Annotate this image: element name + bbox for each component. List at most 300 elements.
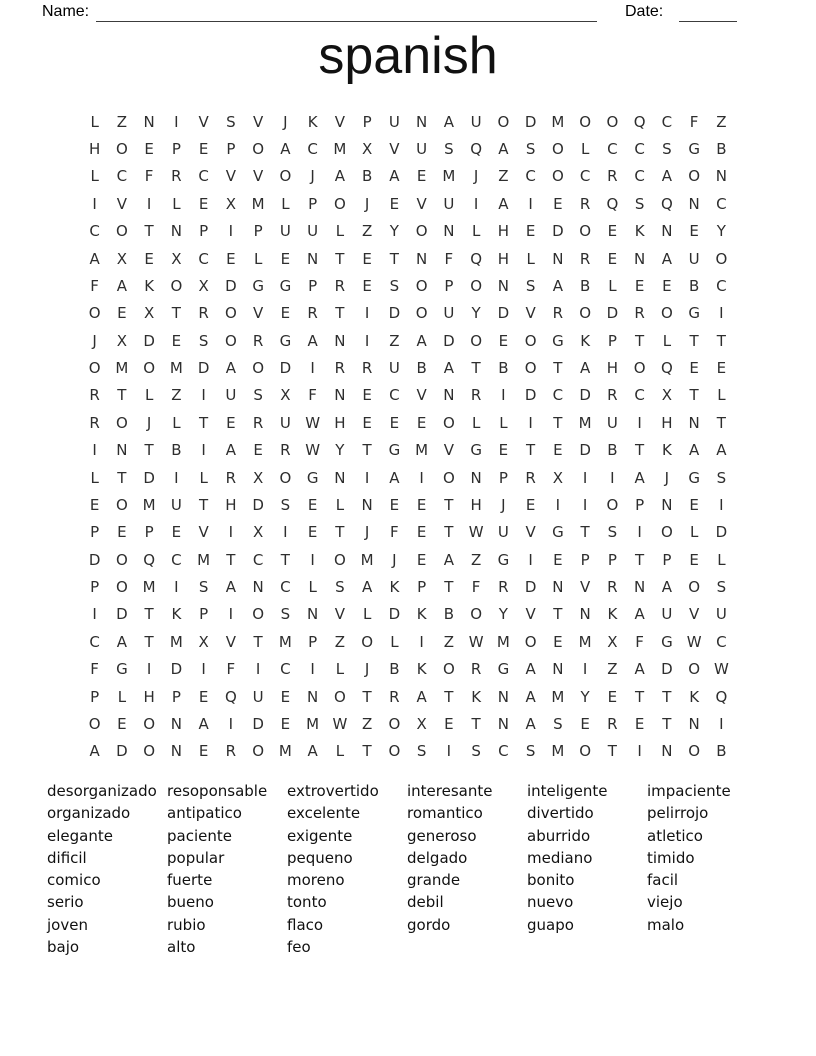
grid-letter: O	[252, 605, 265, 624]
grid-letter: X	[252, 468, 264, 487]
grid-letter: K	[661, 441, 672, 460]
grid-letter: T	[362, 441, 372, 460]
grid-letter: T	[117, 386, 127, 405]
grid-letter: R	[225, 468, 237, 487]
grid-letter: D	[170, 660, 183, 679]
grid-letter: D	[252, 495, 264, 514]
grid-letter: S	[716, 578, 727, 597]
grid-letter: Y	[498, 605, 508, 624]
grid-letter: J	[364, 523, 370, 542]
grid-letter: E	[307, 495, 318, 514]
word-list-item: generoso	[407, 826, 477, 845]
grid-letter: U	[225, 386, 237, 405]
grid-letter: T	[444, 495, 454, 514]
grid-letter: N	[688, 714, 700, 733]
grid-letter: C	[607, 140, 618, 159]
word-list-item: exigente	[287, 826, 353, 845]
grid-letter: N	[552, 660, 564, 679]
grid-letter: T	[716, 331, 726, 350]
grid-letter: I	[528, 194, 533, 213]
grid-letter: T	[144, 605, 154, 624]
word-list-item: viejo	[647, 893, 683, 912]
grid-letter: P	[635, 495, 645, 514]
grid-letter: Z	[361, 714, 373, 733]
grid-letter: E	[117, 523, 127, 542]
grid-letter: R	[89, 413, 100, 432]
grid-letter: V	[416, 386, 427, 405]
word-list-column	[527, 780, 647, 958]
grid-letter: R	[334, 276, 346, 295]
grid-letter: A	[307, 331, 318, 350]
grid-letter: X	[198, 632, 209, 651]
grid-letter: L	[281, 194, 290, 213]
grid-letter: O	[606, 495, 619, 514]
grid-letter: A	[116, 276, 127, 295]
word-list-item: malo	[647, 915, 685, 934]
grid-letter: Y	[389, 222, 399, 241]
grid-letter: Z	[443, 632, 455, 651]
grid-letter: X	[143, 304, 155, 323]
grid-letter: I	[419, 632, 424, 651]
grid-letter: T	[662, 687, 672, 706]
grid-letter: E	[634, 714, 645, 733]
grid-letter: D	[388, 605, 401, 624]
grid-letter: D	[388, 304, 401, 323]
grid-letter: U	[170, 495, 182, 514]
grid-letter: M	[578, 413, 592, 432]
grid-letter: O	[579, 742, 592, 761]
grid-letter: N	[715, 167, 727, 186]
grid-letter: N	[307, 249, 319, 268]
grid-letter: B	[579, 276, 591, 295]
word-list-item: flaco	[287, 915, 324, 934]
grid-letter: I	[92, 194, 97, 213]
word-list-item: grande	[407, 871, 461, 890]
word-list-item: desorganizado	[47, 782, 157, 800]
grid-letter: A	[116, 632, 127, 651]
grid-letter: E	[498, 441, 509, 460]
grid-letter: J	[310, 167, 315, 186]
grid-letter: O	[415, 222, 428, 241]
grid-letter: E	[416, 495, 427, 514]
grid-letter: C	[198, 167, 209, 186]
grid-letter: I	[637, 742, 642, 761]
grid-letter: D	[715, 523, 728, 542]
grid-letter: E	[389, 413, 400, 432]
grid-letter: A	[661, 578, 672, 597]
grid-letter: E	[226, 413, 236, 432]
grid-letter: I	[228, 714, 234, 733]
grid-letter: D	[524, 578, 537, 597]
grid-letter: E	[607, 222, 618, 241]
grid-letter: S	[253, 386, 263, 405]
grid-letter: H	[661, 413, 673, 432]
grid-letter: P	[662, 550, 672, 569]
grid-letter: T	[635, 687, 645, 706]
grid-letter: I	[637, 413, 642, 432]
grid-letter: E	[525, 222, 536, 241]
grid-letter: S	[226, 112, 236, 131]
grid-letter: E	[689, 359, 699, 378]
word-list-item: moreno	[287, 871, 345, 890]
word-list	[47, 780, 767, 958]
grid-letter: D	[225, 276, 237, 295]
grid-letter: A	[89, 249, 100, 268]
grid-letter: X	[225, 194, 237, 213]
grid-letter: I	[146, 194, 152, 213]
grid-letter: R	[607, 578, 618, 597]
grid-letter: N	[661, 742, 673, 761]
date-label: Date:	[625, 3, 664, 20]
grid-letter: U	[497, 523, 509, 542]
word-list-item: serio	[47, 893, 84, 912]
grid-letter: N	[416, 112, 428, 131]
grid-letter: H	[334, 413, 346, 432]
grid-letter: D	[143, 331, 155, 350]
grid-letter: G	[306, 468, 319, 487]
word-search-grid	[81, 108, 735, 765]
grid-letter: C	[280, 660, 291, 679]
word-list-item: dificil	[47, 848, 87, 867]
grid-letter: J	[664, 468, 670, 487]
grid-letter: N	[443, 386, 455, 405]
word-list-item: bueno	[167, 893, 214, 912]
grid-letter: A	[688, 441, 700, 460]
word-list-item: paciente	[167, 826, 232, 845]
grid-letter: I	[528, 550, 533, 569]
grid-letter: N	[634, 249, 646, 268]
grid-letter: I	[364, 331, 370, 350]
grid-letter: O	[633, 359, 646, 378]
grid-letter: N	[334, 468, 346, 487]
grid-letter: I	[228, 222, 234, 241]
grid-letter: U	[388, 112, 400, 131]
word-list-item: debil	[407, 893, 444, 912]
grid-letter: G	[497, 660, 510, 679]
grid-letter: I	[255, 660, 261, 679]
grid-letter: U	[661, 605, 673, 624]
grid-letter: S	[389, 276, 400, 295]
grid-letter: V	[525, 304, 536, 323]
grid-letter: R	[225, 742, 237, 761]
grid-letter: L	[335, 742, 345, 761]
grid-letter: B	[716, 140, 727, 159]
grid-letter: L	[608, 276, 617, 295]
grid-letter: V	[579, 578, 591, 597]
grid-letter: R	[307, 304, 318, 323]
grid-letter: I	[146, 660, 152, 679]
word-list-item: impaciente	[647, 782, 731, 800]
grid-letter: T	[117, 468, 127, 487]
grid-letter: L	[499, 413, 508, 432]
grid-letter: E	[416, 167, 427, 186]
grid-letter: P	[90, 523, 100, 542]
grid-letter: F	[308, 386, 317, 405]
grid-letter: I	[419, 468, 424, 487]
grid-letter: V	[334, 112, 345, 131]
word-list-item: aburrido	[527, 826, 591, 845]
grid-letter: N	[416, 249, 428, 268]
grid-letter: R	[607, 714, 618, 733]
grid-letter: N	[307, 605, 319, 624]
grid-letter: O	[442, 413, 455, 432]
grid-letter: L	[90, 468, 99, 487]
grid-letter: R	[579, 249, 591, 268]
grid-letter: I	[201, 441, 206, 460]
grid-letter: S	[416, 742, 427, 761]
grid-letter: H	[225, 495, 237, 514]
grid-letter: Z	[498, 167, 509, 186]
grid-letter: A	[634, 468, 645, 487]
grid-letter: N	[170, 714, 182, 733]
word-list-item: atletico	[647, 826, 703, 845]
grid-letter: R	[470, 386, 482, 405]
grid-letter: L	[362, 605, 372, 624]
grid-letter: E	[607, 249, 618, 268]
grid-letter: N	[579, 605, 591, 624]
grid-letter: L	[90, 112, 99, 131]
grid-letter: A	[552, 276, 563, 295]
grid-letter: O	[279, 167, 292, 186]
grid-letter: U	[279, 413, 291, 432]
grid-letter: A	[280, 140, 291, 159]
grid-letter: U	[443, 304, 455, 323]
grid-letter: H	[497, 222, 510, 241]
grid-letter: V	[198, 112, 209, 131]
grid-letter: I	[201, 386, 206, 405]
grid-letter: A	[579, 359, 591, 378]
grid-letter: L	[717, 386, 726, 405]
grid-letter: F	[144, 167, 154, 186]
grid-letter: S	[634, 194, 645, 213]
word-list-column	[407, 780, 527, 958]
word-list-item: antipatico	[167, 804, 242, 823]
grid-letter: T	[580, 523, 590, 542]
grid-letter: U	[416, 140, 428, 159]
grid-letter: C	[661, 112, 673, 131]
grid-letter: B	[389, 660, 400, 679]
grid-letter: T	[689, 386, 699, 405]
grid-letter: C	[579, 167, 591, 186]
grid-letter: O	[115, 578, 128, 597]
grid-letter: I	[501, 386, 506, 405]
grid-letter: O	[660, 304, 673, 323]
grid-letter: C	[716, 276, 727, 295]
grid-letter: O	[524, 359, 537, 378]
grid-letter: Z	[389, 331, 400, 350]
grid-letter: L	[172, 194, 181, 213]
grid-letter: A	[416, 687, 427, 706]
grid-letter: A	[634, 660, 645, 679]
grid-letter: P	[144, 523, 154, 542]
grid-letter: R	[579, 194, 591, 213]
grid-letter: E	[553, 441, 563, 460]
grid-letter: K	[580, 331, 591, 350]
grid-letter: V	[252, 112, 264, 131]
grid-letter: U	[307, 222, 319, 241]
grid-letter: B	[688, 276, 700, 295]
grid-letter: A	[389, 468, 400, 487]
grid-letter: T	[335, 249, 345, 268]
grid-letter: P	[199, 605, 209, 624]
grid-letter: O	[688, 660, 701, 679]
grid-letter: A	[661, 167, 672, 186]
grid-letter: I	[310, 359, 315, 378]
grid-letter: B	[607, 441, 618, 460]
grid-letter: Q	[606, 194, 619, 213]
grid-letter: L	[308, 578, 317, 597]
grid-letter: S	[280, 495, 291, 514]
word-list-item: interesante	[407, 782, 493, 800]
grid-letter: E	[525, 495, 536, 514]
grid-letter: I	[637, 523, 642, 542]
word-list-column	[47, 780, 167, 958]
grid-letter: O	[143, 359, 156, 378]
grid-letter: O	[579, 304, 592, 323]
grid-letter: Z	[470, 550, 482, 569]
grid-letter: P	[498, 468, 508, 487]
grid-letter: T	[471, 359, 481, 378]
grid-letter: T	[253, 632, 263, 651]
word-list-item: fuerte	[167, 871, 213, 890]
grid-letter: O	[252, 140, 265, 159]
grid-letter: L	[662, 331, 672, 350]
grid-letter: P	[90, 578, 100, 597]
grid-letter: J	[146, 413, 152, 432]
word-list-item: resoponsable	[167, 782, 268, 800]
grid-letter: O	[660, 523, 673, 542]
grid-letter: C	[89, 222, 100, 241]
grid-letter: L	[199, 468, 208, 487]
word-list-item: extrovertido	[287, 782, 379, 800]
grid-letter: N	[334, 386, 346, 405]
grid-letter: X	[116, 331, 128, 350]
grid-letter: Z	[171, 386, 182, 405]
grid-letter: M	[278, 742, 292, 761]
grid-letter: O	[497, 112, 510, 131]
grid-letter: C	[280, 578, 291, 597]
grid-letter: I	[719, 304, 724, 323]
grid-letter: G	[661, 632, 673, 651]
grid-letter: A	[307, 742, 318, 761]
grid-letter: G	[552, 331, 564, 350]
grid-letter: A	[443, 112, 454, 131]
grid-letter: V	[416, 194, 427, 213]
grid-letter: L	[172, 413, 181, 432]
grid-letter: D	[279, 359, 292, 378]
grid-letter: T	[444, 578, 454, 597]
grid-letter: S	[553, 714, 563, 733]
grid-letter: L	[717, 550, 726, 569]
grid-letter: C	[525, 167, 536, 186]
grid-letter: D	[116, 605, 128, 624]
grid-letter: A	[389, 167, 400, 186]
grid-letter: D	[88, 550, 101, 569]
grid-letter: G	[116, 660, 128, 679]
word-list-item: nuevo	[527, 893, 574, 912]
word-list-item: popular	[167, 848, 225, 867]
grid-letter: A	[716, 441, 727, 460]
grid-letter: I	[310, 660, 315, 679]
grid-letter: I	[283, 523, 288, 542]
grid-letter: A	[225, 359, 236, 378]
grid-letter: U	[470, 112, 482, 131]
grid-letter: I	[610, 468, 615, 487]
grid-letter: O	[688, 578, 701, 597]
grid-letter: I	[528, 413, 533, 432]
grid-letter: O	[442, 660, 455, 679]
grid-letter: E	[444, 714, 454, 733]
grid-letter: M	[415, 441, 429, 460]
grid-letter: M	[551, 112, 565, 131]
grid-letter: P	[308, 194, 318, 213]
grid-letter: W	[305, 441, 321, 460]
grid-letter: E	[198, 687, 209, 706]
grid-letter: T	[607, 742, 617, 761]
grid-letter: N	[143, 112, 155, 131]
grid-letter: E	[362, 386, 372, 405]
grid-letter: S	[716, 468, 727, 487]
grid-letter: R	[634, 304, 645, 323]
grid-letter: T	[662, 714, 672, 733]
grid-letter: O	[115, 550, 128, 569]
word-list-item: rubio	[167, 915, 206, 934]
grid-letter: N	[170, 742, 182, 761]
grid-letter: V	[443, 441, 454, 460]
grid-letter: Y	[580, 687, 590, 706]
grid-letter: O	[279, 468, 292, 487]
grid-letter: O	[606, 112, 619, 131]
grid-letter: D	[579, 441, 591, 460]
grid-letter: O	[442, 468, 455, 487]
grid-letter: G	[252, 276, 264, 295]
grid-letter: P	[308, 276, 318, 295]
grid-letter: N	[688, 413, 700, 432]
grid-letter: O	[388, 714, 401, 733]
grid-letter: K	[689, 687, 700, 706]
word-list-column	[647, 780, 767, 958]
grid-letter: D	[552, 222, 564, 241]
grid-letter: T	[553, 359, 563, 378]
grid-letter: E	[280, 687, 291, 706]
grid-letter: G	[470, 441, 482, 460]
grid-letter: P	[417, 578, 427, 597]
grid-letter: D	[606, 304, 619, 323]
word-list-item: organizado	[47, 804, 131, 823]
grid-letter: Z	[607, 660, 618, 679]
grid-letter: I	[201, 660, 206, 679]
word-list-item: tonto	[287, 893, 327, 912]
word-list-item: feo	[287, 938, 311, 957]
grid-letter: M	[578, 632, 592, 651]
grid-letter: J	[473, 167, 479, 186]
grid-letter: V	[389, 140, 400, 159]
grid-letter: C	[198, 249, 209, 268]
grid-letter: W	[468, 632, 484, 651]
grid-letter: R	[89, 386, 100, 405]
grid-letter: S	[525, 140, 536, 159]
grid-letter: O	[688, 742, 701, 761]
grid-letter: D	[252, 714, 264, 733]
grid-letter: K	[389, 578, 400, 597]
grid-letter: G	[688, 468, 700, 487]
grid-letter: Q	[470, 140, 483, 159]
word-list-item: timido	[647, 848, 695, 867]
grid-letter: N	[661, 495, 673, 514]
grid-letter: A	[225, 578, 236, 597]
grid-letter: V	[252, 167, 264, 186]
grid-letter: O	[88, 714, 101, 733]
